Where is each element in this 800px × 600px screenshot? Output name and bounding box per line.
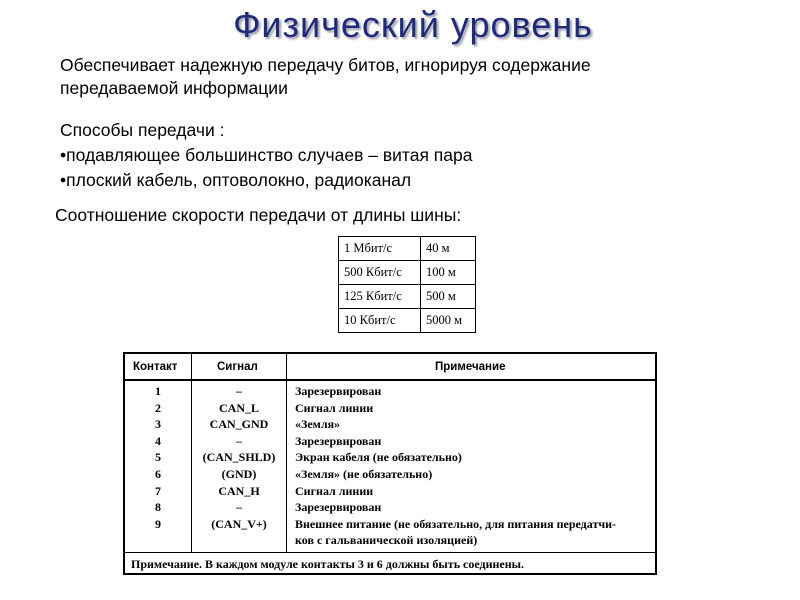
- header-note: Примечание: [435, 361, 506, 373]
- contact-cell: 4: [155, 433, 161, 448]
- pinout-header: [125, 354, 655, 381]
- speed-length-table: [338, 236, 476, 333]
- contact-cell: 1: [155, 384, 161, 398]
- length-cell: 500 м: [421, 285, 476, 309]
- speed-cell: 500 Кбит/с: [339, 261, 421, 285]
- note-cell: Зарезервирован: [295, 433, 382, 448]
- header-signal: Сигнал: [217, 361, 258, 373]
- note-cell: Экран кабеля (не обязательно): [295, 450, 462, 465]
- table-row: [339, 309, 476, 333]
- note-cell: Внешнее питание (не обязательно, для питания передатчи-: [295, 516, 617, 531]
- note-cell: «Земля»: [295, 417, 341, 432]
- speed-cell: 125 Кбит/с: [339, 285, 421, 309]
- signal-cell: CAN_L: [218, 400, 259, 415]
- contact-cell: 8: [155, 500, 161, 515]
- method-item: • подавляющее большинство случаев – витая пара: [60, 143, 472, 168]
- description-text: Обеспечивает надежную передачу битов, игнорируя содержание передаваемой информации: [60, 55, 591, 98]
- note-cell: Сигнал линии: [295, 400, 374, 415]
- transmission-methods: [60, 118, 472, 193]
- contact-cell: 9: [155, 516, 161, 531]
- contact-cell: 3: [155, 417, 161, 432]
- length-cell: 40 м: [421, 237, 476, 261]
- note-column: [295, 383, 655, 549]
- contact-cell: 7: [155, 483, 161, 498]
- signal-cell: (CAN_SHLD): [202, 450, 276, 465]
- length-cell: 100 м: [421, 261, 476, 285]
- contact-cell: 5: [155, 450, 161, 465]
- speed-cell: 10 Кбит/с: [339, 309, 421, 333]
- table-row: [339, 261, 476, 285]
- note-cell: Зарезервирован: [295, 384, 382, 398]
- contact-column: [125, 383, 191, 532]
- methods-heading: Способы передачи :: [60, 120, 225, 140]
- note-cell: Зарезервирован: [295, 500, 382, 515]
- note-cell: Сигнал линии: [295, 483, 374, 498]
- footer-divider: [125, 552, 655, 553]
- signal-cell: –: [236, 500, 242, 515]
- pinout-footer-note: Примечание. В каждом модуле контакты 3 и 6 должны быть соединены.: [131, 557, 525, 571]
- header-contact: Контакт: [133, 361, 178, 373]
- signal-cell: (GND): [221, 466, 257, 481]
- length-cell: 5000 м: [421, 309, 476, 333]
- signal-cell: –: [236, 384, 242, 398]
- ratio-heading: Соотношение скорости передачи от длины шины:: [55, 205, 462, 225]
- contact-cell: 2: [155, 400, 161, 415]
- note-cell-continuation: ков с гальванической изоляцией): [295, 533, 478, 548]
- table-row: [339, 285, 476, 309]
- contact-cell: 6: [155, 466, 161, 481]
- signal-cell: (CAN_V+): [211, 516, 267, 531]
- slide-title: Физический уровень: [233, 4, 593, 45]
- signal-cell: CAN_H: [218, 483, 260, 498]
- signal-column: [192, 383, 286, 532]
- table-row: [339, 237, 476, 261]
- speed-cell: 1 Мбит/с: [339, 237, 421, 261]
- signal-cell: CAN_GND: [209, 417, 269, 432]
- signal-cell: –: [236, 433, 242, 448]
- connector-pinout-table: [123, 352, 657, 575]
- note-cell: «Земля» (не обязательно): [295, 466, 433, 481]
- method-item: • плоский кабель, оптоволокно, радиоканал: [60, 168, 472, 193]
- column-divider: [286, 354, 287, 553]
